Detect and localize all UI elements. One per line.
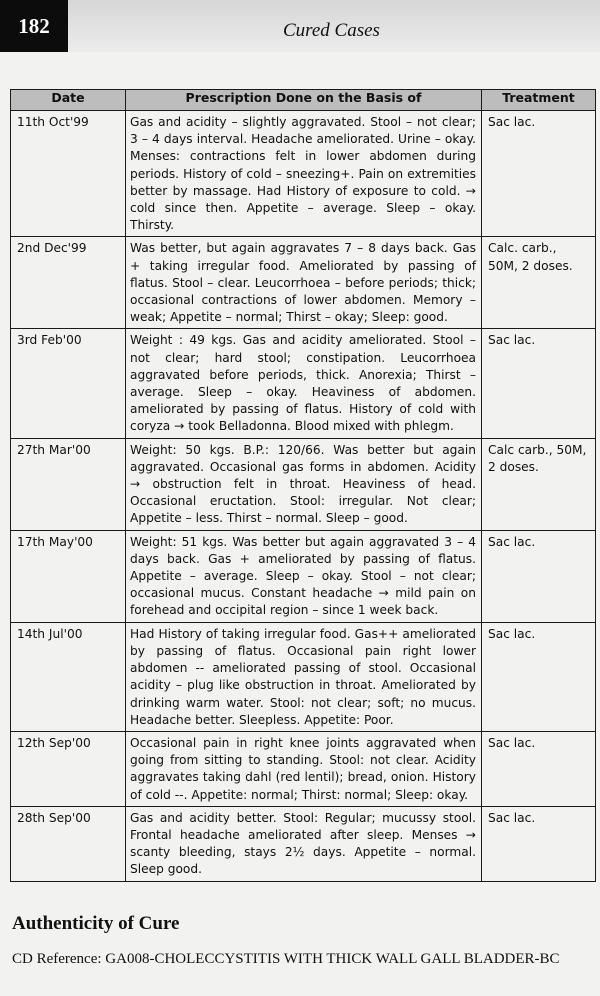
row-date: 28th Sep'00 xyxy=(11,806,126,881)
row-prescription: Weight: 50 kgs. B.P.: 120/66. Was better but again aggravated. Occasional gas forms in abdomen. Acidity → obstruction felt in throat. Heaviness of head. Occasional eructation. Stool: irregular. Not clear; Appetite – less. Thirst – normal. Sleep – good. xyxy=(126,438,482,530)
table-row xyxy=(11,438,596,530)
table-row xyxy=(11,329,596,438)
cd-reference: CD Reference: GA008-CHOLECCYSTITIS WITH THICK WALL GALL BLADDER-BC xyxy=(12,951,560,967)
table-row xyxy=(11,622,596,731)
row-date: 27th Mar'00 xyxy=(11,438,126,530)
row-prescription: Occasional pain in right knee joints aggravated when going from sitting to standing. Stool: not clear. Acidity aggravates taking dahl (red lentil); bread, onion. History of cold --. Appetite: normal; Thirst: normal; Sleep: okay. xyxy=(126,731,482,806)
row-treatment: Sac lac. xyxy=(482,530,596,622)
page-header xyxy=(0,0,600,52)
header-treatment: Treatment xyxy=(482,90,596,111)
table-row xyxy=(11,806,596,881)
row-date: 17th May'00 xyxy=(11,530,126,622)
header-prescription: Prescription Done on the Basis of xyxy=(126,90,482,111)
row-prescription: Was better, but again aggravates 7 – 8 days back. Gas + taking irregular food. Ameliorated by passing of flatus. Stool – clear. Leucorrhoea – before periods; thick; occasional contractions of lower abdomen. Memory – weak; Appetite – normal; Thirst – okay; Sleep: good. xyxy=(126,237,482,329)
row-prescription: Gas and acidity better. Stool: Regular; mucussy stool. Frontal headache ameliorated after sleep. Menses → scanty bleeding, stays 2½ days. Appetite – normal. Sleep good. xyxy=(126,806,482,881)
running-head: Cured Cases xyxy=(283,20,380,41)
section-title: Authenticity of Cure xyxy=(12,913,180,934)
row-prescription: Weight: 51 kgs. Was better but again aggravated 3 – 4 days back. Gas + ameliorated by passing of flatus. Appetite – average. Sleep – okay. Stool – not clear; occasional mucus. Constant headache → mild pain on forehead and occipital region – since 1 week back. xyxy=(126,530,482,622)
table-row xyxy=(11,237,596,329)
row-treatment: Sac lac. xyxy=(482,806,596,881)
table-header-row xyxy=(11,90,596,111)
row-treatment: Sac lac. xyxy=(482,622,596,731)
row-treatment: Calc carb., 50M, 2 doses. xyxy=(482,438,596,530)
row-treatment: Calc. carb., 50M, 2 doses. xyxy=(482,237,596,329)
header-date: Date xyxy=(11,90,126,111)
row-treatment: Sac lac. xyxy=(482,329,596,438)
case-table xyxy=(10,89,595,882)
row-prescription: Had History of taking irregular food. Gas++ ameliorated by passing of flatus. Occasional pain right lower abdomen -- ameliorated passing of stool. Occasional acidity – plug like obstruction in throat. Ameliorated by drinking warm water. Stool: not clear; soft; no mucus. Headache better. Sleepless. Appetite: Poor. xyxy=(126,622,482,731)
table-row xyxy=(11,530,596,622)
row-date: 12th Sep'00 xyxy=(11,731,126,806)
row-date: 11th Oct'99 xyxy=(11,111,126,237)
page-number: 182 xyxy=(0,0,68,52)
row-date: 14th Jul'00 xyxy=(11,622,126,731)
row-treatment: Sac lac. xyxy=(482,111,596,237)
row-date: 2nd Dec'99 xyxy=(11,237,126,329)
row-date: 3rd Feb'00 xyxy=(11,329,126,438)
table-row xyxy=(11,111,596,237)
row-treatment: Sac lac. xyxy=(482,731,596,806)
table-row xyxy=(11,731,596,806)
row-prescription: Weight : 49 kgs. Gas and acidity ameliorated. Stool – not clear; hard stool; constipation. Leucorrhoea aggravated before periods, thick. Anorexia; Thirst – average. Sleep – okay. Heaviness of abdomen. ameliorated by passing of flatus. History of cold with coryza → took Belladonna. Blood mixed with phlegm. xyxy=(126,329,482,438)
row-prescription: Gas and acidity – slightly aggravated. Stool – not clear; 3 – 4 days interval. Headache ameliorated. Urine – okay. Menses: contractions felt in lower abdomen during periods. History of cold – sneezing+. Pain on extremities better by massage. Had History of exposure to cold. → cold since then. Appetite – average. Sleep – okay. Thirsty. xyxy=(126,111,482,237)
